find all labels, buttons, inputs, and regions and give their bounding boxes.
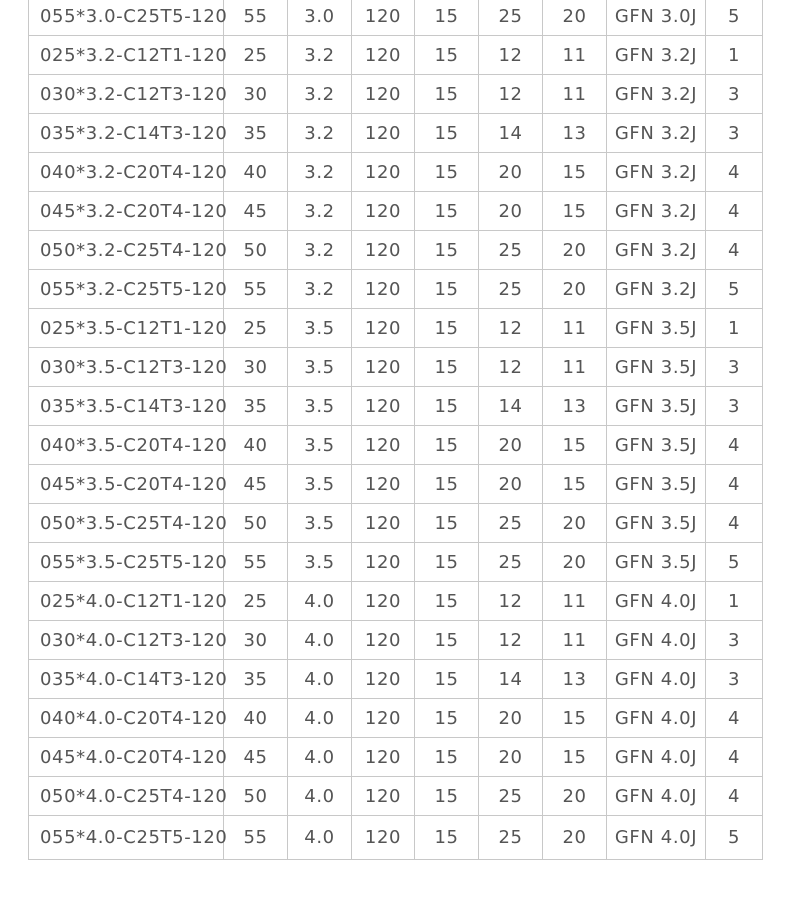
table-cell: 15 xyxy=(415,543,479,582)
table-cell: GFN 3.5J xyxy=(607,465,706,504)
spec-table xyxy=(28,0,763,860)
table-row xyxy=(29,543,763,582)
table-cell: 4.0 xyxy=(288,816,352,860)
table-cell: 120 xyxy=(352,114,415,153)
table-cell: 120 xyxy=(352,231,415,270)
table-cell: 40 xyxy=(224,426,288,465)
table-row xyxy=(29,777,763,816)
table-cell: 4.0 xyxy=(288,582,352,621)
table-cell: 120 xyxy=(352,36,415,75)
table-cell: 15 xyxy=(415,660,479,699)
table-cell: 13 xyxy=(543,114,607,153)
spec-table-body xyxy=(29,0,763,860)
table-row xyxy=(29,582,763,621)
table-cell: 45 xyxy=(224,192,288,231)
table-row xyxy=(29,348,763,387)
model-code-cell: 045*4.0-C20T4-120 xyxy=(29,738,224,777)
table-cell: 3.5 xyxy=(288,465,352,504)
table-cell: 25 xyxy=(479,504,543,543)
model-code-cell: 040*3.2-C20T4-120 xyxy=(29,153,224,192)
model-code-cell: 050*4.0-C25T4-120 xyxy=(29,777,224,816)
table-cell: GFN 3.2J xyxy=(607,36,706,75)
model-code-cell: 030*3.5-C12T3-120 xyxy=(29,348,224,387)
model-code-cell: 035*4.0-C14T3-120 xyxy=(29,660,224,699)
table-cell: 20 xyxy=(479,426,543,465)
table-cell: 12 xyxy=(479,36,543,75)
table-cell: 55 xyxy=(224,543,288,582)
table-cell: 15 xyxy=(543,153,607,192)
table-cell: 120 xyxy=(352,387,415,426)
table-cell: 50 xyxy=(224,504,288,543)
table-cell: 25 xyxy=(224,582,288,621)
table-cell: 14 xyxy=(479,660,543,699)
table-cell: 40 xyxy=(224,153,288,192)
table-cell: 120 xyxy=(352,504,415,543)
table-cell: 11 xyxy=(543,348,607,387)
table-cell: 15 xyxy=(543,465,607,504)
table-cell: 20 xyxy=(543,231,607,270)
table-cell: 4.0 xyxy=(288,621,352,660)
table-cell: 120 xyxy=(352,309,415,348)
table-cell: 120 xyxy=(352,660,415,699)
table-cell: 14 xyxy=(479,114,543,153)
table-row xyxy=(29,426,763,465)
table-cell: 12 xyxy=(479,309,543,348)
table-cell: 11 xyxy=(543,75,607,114)
table-row xyxy=(29,114,763,153)
model-code-cell: 040*3.5-C20T4-120 xyxy=(29,426,224,465)
table-cell: 15 xyxy=(415,75,479,114)
table-cell: GFN 4.0J xyxy=(607,582,706,621)
table-cell: 15 xyxy=(415,777,479,816)
table-row xyxy=(29,699,763,738)
table-cell: GFN 3.5J xyxy=(607,309,706,348)
table-cell: 3 xyxy=(706,114,763,153)
table-cell: 12 xyxy=(479,582,543,621)
table-cell: GFN 3.5J xyxy=(607,387,706,426)
table-cell: 3.5 xyxy=(288,309,352,348)
table-cell: 40 xyxy=(224,699,288,738)
spec-table-container xyxy=(28,0,762,860)
table-cell: 13 xyxy=(543,660,607,699)
table-cell: 1 xyxy=(706,36,763,75)
table-cell: 13 xyxy=(543,387,607,426)
table-cell: 55 xyxy=(224,270,288,309)
model-code-cell: 050*3.5-C25T4-120 xyxy=(29,504,224,543)
table-cell: 3.2 xyxy=(288,114,352,153)
table-cell: 20 xyxy=(479,738,543,777)
table-cell: 4 xyxy=(706,231,763,270)
table-cell: 1 xyxy=(706,582,763,621)
table-cell: 4 xyxy=(706,699,763,738)
model-code-cell: 045*3.2-C20T4-120 xyxy=(29,192,224,231)
table-cell: 120 xyxy=(352,426,415,465)
table-cell: GFN 3.2J xyxy=(607,114,706,153)
table-cell: 12 xyxy=(479,348,543,387)
table-cell: 20 xyxy=(543,0,607,36)
table-cell: 20 xyxy=(479,699,543,738)
table-cell: 3.2 xyxy=(288,75,352,114)
table-cell: 30 xyxy=(224,348,288,387)
model-code-cell: 045*3.5-C20T4-120 xyxy=(29,465,224,504)
table-cell: GFN 3.5J xyxy=(607,426,706,465)
table-cell: 120 xyxy=(352,465,415,504)
table-row xyxy=(29,816,763,860)
table-cell: 3 xyxy=(706,387,763,426)
model-code-cell: 030*4.0-C12T3-120 xyxy=(29,621,224,660)
table-row xyxy=(29,309,763,348)
table-cell: 4 xyxy=(706,738,763,777)
table-row xyxy=(29,387,763,426)
table-cell: 4.0 xyxy=(288,777,352,816)
table-row xyxy=(29,270,763,309)
table-cell: 5 xyxy=(706,270,763,309)
table-cell: 15 xyxy=(415,465,479,504)
table-cell: 15 xyxy=(415,114,479,153)
table-cell: GFN 3.5J xyxy=(607,504,706,543)
table-row xyxy=(29,192,763,231)
table-cell: 25 xyxy=(224,36,288,75)
table-cell: 55 xyxy=(224,816,288,860)
model-code-cell: 025*3.5-C12T1-120 xyxy=(29,309,224,348)
table-cell: GFN 4.0J xyxy=(607,777,706,816)
table-cell: 15 xyxy=(415,309,479,348)
table-cell: 15 xyxy=(543,192,607,231)
table-cell: 120 xyxy=(352,816,415,860)
table-cell: GFN 3.2J xyxy=(607,192,706,231)
table-cell: 3 xyxy=(706,621,763,660)
table-cell: 120 xyxy=(352,543,415,582)
model-code-cell: 025*4.0-C12T1-120 xyxy=(29,582,224,621)
table-cell: 3.5 xyxy=(288,543,352,582)
table-row xyxy=(29,75,763,114)
model-code-cell: 040*4.0-C20T4-120 xyxy=(29,699,224,738)
table-cell: 4 xyxy=(706,426,763,465)
table-cell: 3.2 xyxy=(288,36,352,75)
table-cell: 3.5 xyxy=(288,387,352,426)
table-cell: 25 xyxy=(479,0,543,36)
table-cell: GFN 3.5J xyxy=(607,543,706,582)
table-cell: 15 xyxy=(543,699,607,738)
table-cell: 20 xyxy=(479,465,543,504)
model-code-cell: 055*4.0-C25T5-120 xyxy=(29,816,224,860)
model-code-cell: 035*3.5-C14T3-120 xyxy=(29,387,224,426)
table-cell: 120 xyxy=(352,582,415,621)
table-cell: 30 xyxy=(224,75,288,114)
table-cell: 12 xyxy=(479,75,543,114)
table-cell: 3.5 xyxy=(288,348,352,387)
model-code-cell: 055*3.2-C25T5-120 xyxy=(29,270,224,309)
model-code-cell: 055*3.5-C25T5-120 xyxy=(29,543,224,582)
table-cell: 11 xyxy=(543,309,607,348)
table-cell: GFN 3.2J xyxy=(607,153,706,192)
table-cell: GFN 4.0J xyxy=(607,621,706,660)
table-cell: 45 xyxy=(224,465,288,504)
table-cell: 15 xyxy=(415,816,479,860)
table-cell: 50 xyxy=(224,777,288,816)
table-cell: 4 xyxy=(706,504,763,543)
table-cell: GFN 3.2J xyxy=(607,75,706,114)
table-cell: 12 xyxy=(479,621,543,660)
table-cell: 3.2 xyxy=(288,270,352,309)
table-cell: 20 xyxy=(543,816,607,860)
table-cell: 4.0 xyxy=(288,660,352,699)
table-cell: 3.2 xyxy=(288,153,352,192)
table-cell: GFN 3.5J xyxy=(607,348,706,387)
table-cell: 15 xyxy=(415,504,479,543)
table-cell: 15 xyxy=(415,36,479,75)
table-cell: 120 xyxy=(352,777,415,816)
table-cell: GFN 3.2J xyxy=(607,270,706,309)
table-cell: 45 xyxy=(224,738,288,777)
table-cell: 15 xyxy=(415,348,479,387)
table-row xyxy=(29,0,763,36)
table-cell: 25 xyxy=(479,777,543,816)
table-cell: 25 xyxy=(224,309,288,348)
table-cell: 25 xyxy=(479,816,543,860)
table-cell: 15 xyxy=(415,192,479,231)
table-cell: 4 xyxy=(706,153,763,192)
table-row xyxy=(29,36,763,75)
table-cell: 35 xyxy=(224,114,288,153)
table-cell: 3 xyxy=(706,75,763,114)
model-code-cell: 025*3.2-C12T1-120 xyxy=(29,36,224,75)
table-cell: 55 xyxy=(224,0,288,36)
table-cell: 15 xyxy=(543,738,607,777)
table-cell: 120 xyxy=(352,192,415,231)
table-cell: 14 xyxy=(479,387,543,426)
table-cell: 25 xyxy=(479,270,543,309)
table-cell: 15 xyxy=(415,621,479,660)
table-cell: 20 xyxy=(479,153,543,192)
table-cell: 120 xyxy=(352,621,415,660)
table-cell: GFN 4.0J xyxy=(607,699,706,738)
table-cell: 3.5 xyxy=(288,504,352,543)
table-cell: 25 xyxy=(479,543,543,582)
table-cell: 15 xyxy=(415,153,479,192)
table-cell: 3.2 xyxy=(288,192,352,231)
table-cell: 4 xyxy=(706,777,763,816)
table-cell: GFN 4.0J xyxy=(607,660,706,699)
table-cell: 15 xyxy=(415,738,479,777)
table-row xyxy=(29,504,763,543)
table-cell: 120 xyxy=(352,699,415,738)
table-cell: 4 xyxy=(706,465,763,504)
table-cell: 3 xyxy=(706,660,763,699)
table-cell: 50 xyxy=(224,231,288,270)
table-cell: GFN 4.0J xyxy=(607,738,706,777)
table-cell: 5 xyxy=(706,816,763,860)
table-cell: 35 xyxy=(224,387,288,426)
table-row xyxy=(29,153,763,192)
model-code-cell: 030*3.2-C12T3-120 xyxy=(29,75,224,114)
table-cell: 120 xyxy=(352,348,415,387)
table-cell: 3.2 xyxy=(288,231,352,270)
table-cell: 15 xyxy=(415,582,479,621)
table-cell: 15 xyxy=(415,699,479,738)
table-cell: 11 xyxy=(543,582,607,621)
table-cell: 4.0 xyxy=(288,699,352,738)
table-cell: 20 xyxy=(543,543,607,582)
table-cell: 120 xyxy=(352,738,415,777)
table-cell: 15 xyxy=(415,387,479,426)
table-cell: GFN 4.0J xyxy=(607,816,706,860)
table-cell: 30 xyxy=(224,621,288,660)
table-cell: 15 xyxy=(543,426,607,465)
table-cell: 35 xyxy=(224,660,288,699)
table-cell: 15 xyxy=(415,231,479,270)
table-cell: 20 xyxy=(479,192,543,231)
table-cell: 15 xyxy=(415,0,479,36)
model-code-cell: 050*3.2-C25T4-120 xyxy=(29,231,224,270)
table-cell: 3 xyxy=(706,348,763,387)
table-cell: 20 xyxy=(543,777,607,816)
table-cell: 3.5 xyxy=(288,426,352,465)
table-cell: 11 xyxy=(543,36,607,75)
table-cell: 120 xyxy=(352,75,415,114)
table-row xyxy=(29,231,763,270)
table-cell: 25 xyxy=(479,231,543,270)
table-row xyxy=(29,738,763,777)
table-cell: 5 xyxy=(706,0,763,36)
model-code-cell: 055*3.0-C25T5-120 xyxy=(29,0,224,36)
table-cell: 20 xyxy=(543,504,607,543)
table-row xyxy=(29,621,763,660)
table-cell: 11 xyxy=(543,621,607,660)
model-code-cell: 035*3.2-C14T3-120 xyxy=(29,114,224,153)
table-cell: 1 xyxy=(706,309,763,348)
table-cell: 120 xyxy=(352,153,415,192)
table-cell: 3.0 xyxy=(288,0,352,36)
table-cell: 20 xyxy=(543,270,607,309)
table-cell: 15 xyxy=(415,426,479,465)
table-cell: GFN 3.0J xyxy=(607,0,706,36)
table-cell: 120 xyxy=(352,0,415,36)
table-row xyxy=(29,660,763,699)
table-cell: GFN 3.2J xyxy=(607,231,706,270)
table-cell: 15 xyxy=(415,270,479,309)
table-row xyxy=(29,465,763,504)
table-cell: 4.0 xyxy=(288,738,352,777)
table-cell: 5 xyxy=(706,543,763,582)
table-cell: 4 xyxy=(706,192,763,231)
table-cell: 120 xyxy=(352,270,415,309)
